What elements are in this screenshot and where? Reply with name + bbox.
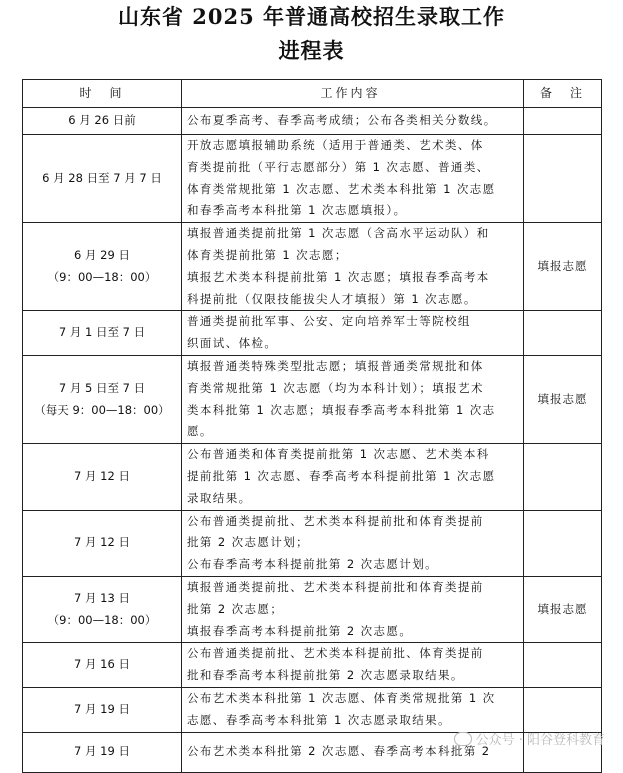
work-line: 体育类提前批第 1 次志愿； (187, 247, 348, 262)
table-row (23, 311, 602, 356)
title-line-1: 山东省 2025 年普通高校招生录取工作 (117, 4, 506, 29)
title-line-2: 进程表 (278, 38, 345, 63)
schedule-table (22, 79, 602, 773)
cell-note: 填报志愿 (524, 576, 602, 642)
cell-time (23, 576, 182, 642)
work-line: 提前批第 1 次志愿、春季高考本科提前批第 1 次志愿 (187, 468, 496, 483)
cell-note (524, 311, 602, 356)
table-row (23, 687, 602, 732)
work-line: 类本科批第 1 次志愿；填报春季高考本科批第 1 次志 (187, 402, 496, 417)
time-line: （每天 9：00—18：00） (34, 402, 170, 417)
cell-work (182, 576, 524, 642)
cell-time (23, 135, 182, 223)
cell-time (23, 311, 182, 356)
work-line: 录取结果。 (187, 490, 252, 505)
time-line: 7 月 19 日 (74, 744, 130, 759)
cell-note (524, 510, 602, 576)
cell-work (182, 223, 524, 311)
work-line: 公布普通类提前批、艺术类本科提前批、体育类提前 (187, 646, 484, 661)
work-line: 公布春季高考本科提前批第 2 次志愿计划。 (187, 557, 439, 572)
time-line: 6 月 26 日前 (68, 113, 136, 128)
work-line: 填报春季高考本科提前批第 2 次志愿。 (187, 623, 413, 638)
table-row (23, 223, 602, 311)
watermark (454, 729, 605, 748)
work-line: 开放志愿填报辅助系统（适用于普通类、艺术类、体 (187, 138, 484, 152)
work-line: 和春季高考本科批第 1 次志愿填报）。 (187, 203, 407, 218)
cell-time (23, 687, 182, 732)
cell-note (524, 108, 602, 135)
work-line: 育类提前批（平行志愿部分）第 1 次志愿、普通类、 (187, 159, 490, 174)
time-line: 7 月 19 日 (74, 701, 130, 716)
time-line: 6 月 28 日至 7 月 7 日 (42, 170, 162, 185)
cell-time (23, 732, 182, 772)
cell-work (182, 643, 524, 688)
cell-work (182, 135, 524, 223)
work-line: 普通类提前批军事、公安、定向培养军士等院校组 (187, 314, 471, 329)
time-line: （9：00—18：00） (47, 612, 157, 627)
work-line: 体育类常规批第 1 次志愿、艺术类本科批第 1 次志愿 (187, 181, 496, 196)
cell-work (182, 687, 524, 732)
time-line: 7 月 12 日 (74, 468, 130, 483)
work-line: 志愿、春季高考本科批第 1 次志愿录取结果。 (187, 712, 451, 727)
cell-note: 填报志愿 (524, 355, 602, 443)
cell-work (182, 355, 524, 443)
work-line: 批和春季高考本科提前批第 2 次志愿录取结果。 (187, 668, 464, 683)
cell-time (23, 643, 182, 688)
cell-time (23, 444, 182, 510)
cell-note (524, 687, 602, 732)
work-line: 填报普通类提前批第 1 次志愿（含高水平运动队）和 (187, 226, 490, 241)
time-line: （9：00—18：00） (47, 269, 157, 284)
work-line: 愿。 (187, 424, 213, 439)
cell-note: 填报志愿 (524, 223, 602, 311)
cell-time (23, 108, 182, 135)
cell-note (524, 135, 602, 223)
time-line: 7 月 12 日 (74, 535, 130, 550)
document-title (0, 0, 623, 68)
table-row (23, 444, 602, 510)
cell-time (23, 355, 182, 443)
work-line: 公布普通类提前批、艺术类本科提前批和体育类提前 (187, 513, 484, 528)
work-line: 织面试、体检。 (187, 336, 278, 351)
work-line: 批第 2 次志愿； (187, 601, 284, 616)
cell-work (182, 444, 524, 510)
work-line: 填报普通类特殊类型批志愿；填报普通类常规批和体 (187, 358, 484, 373)
table-row (23, 135, 602, 223)
time-line: 6 月 29 日 (74, 247, 130, 262)
table-row (23, 643, 602, 688)
cell-time (23, 223, 182, 311)
time-line: 7 月 16 日 (74, 657, 130, 672)
work-line: 科提前批（仅限技能拔尖人才填报）第 1 次志愿。 (187, 291, 477, 306)
table-row (23, 576, 602, 642)
table-row (23, 108, 602, 135)
time-line: 7 月 13 日 (74, 590, 130, 605)
cell-work (182, 510, 524, 576)
header-note: 备 注 (524, 80, 602, 108)
cell-note (524, 444, 602, 510)
table-body (23, 108, 602, 773)
time-line: 7 月 5 日至 7 日 (58, 380, 146, 395)
work-line: 公布艺术类本科批第 2 次志愿、春季高考本科批第 2 (187, 744, 491, 759)
cell-work (182, 108, 524, 135)
wechat-icon (454, 732, 472, 746)
work-line: 批第 2 次志愿计划； (187, 535, 310, 550)
table-header-row (23, 80, 602, 108)
work-line: 公布夏季高考、春季高考成绩；公布各类相关分数线。 (187, 113, 497, 128)
table-row (23, 355, 602, 443)
work-line: 育类常规批第 1 次志愿（均为本科计划）；填报艺术 (187, 380, 484, 395)
cell-work (182, 311, 524, 356)
work-line: 公布艺术类本科批第 1 次志愿、体育类常规批第 1 次 (187, 690, 496, 705)
cell-time (23, 510, 182, 576)
work-line: 填报艺术类本科提前批第 1 次志愿；填报春季高考本 (187, 269, 490, 284)
work-line: 公布普通类和体育类提前批第 1 次志愿、艺术类本科 (187, 447, 490, 462)
watermark-text: 公众号 · 阳谷登科教育 (475, 733, 605, 748)
time-line: 7 月 1 日至 7 日 (58, 325, 146, 340)
table-row (23, 510, 602, 576)
work-line: 填报普通类提前批、艺术类本科提前批和体育类提前 (187, 579, 484, 594)
header-time: 时 间 (23, 80, 182, 108)
cell-note (524, 643, 602, 688)
header-work: 工作内容 (182, 80, 524, 108)
